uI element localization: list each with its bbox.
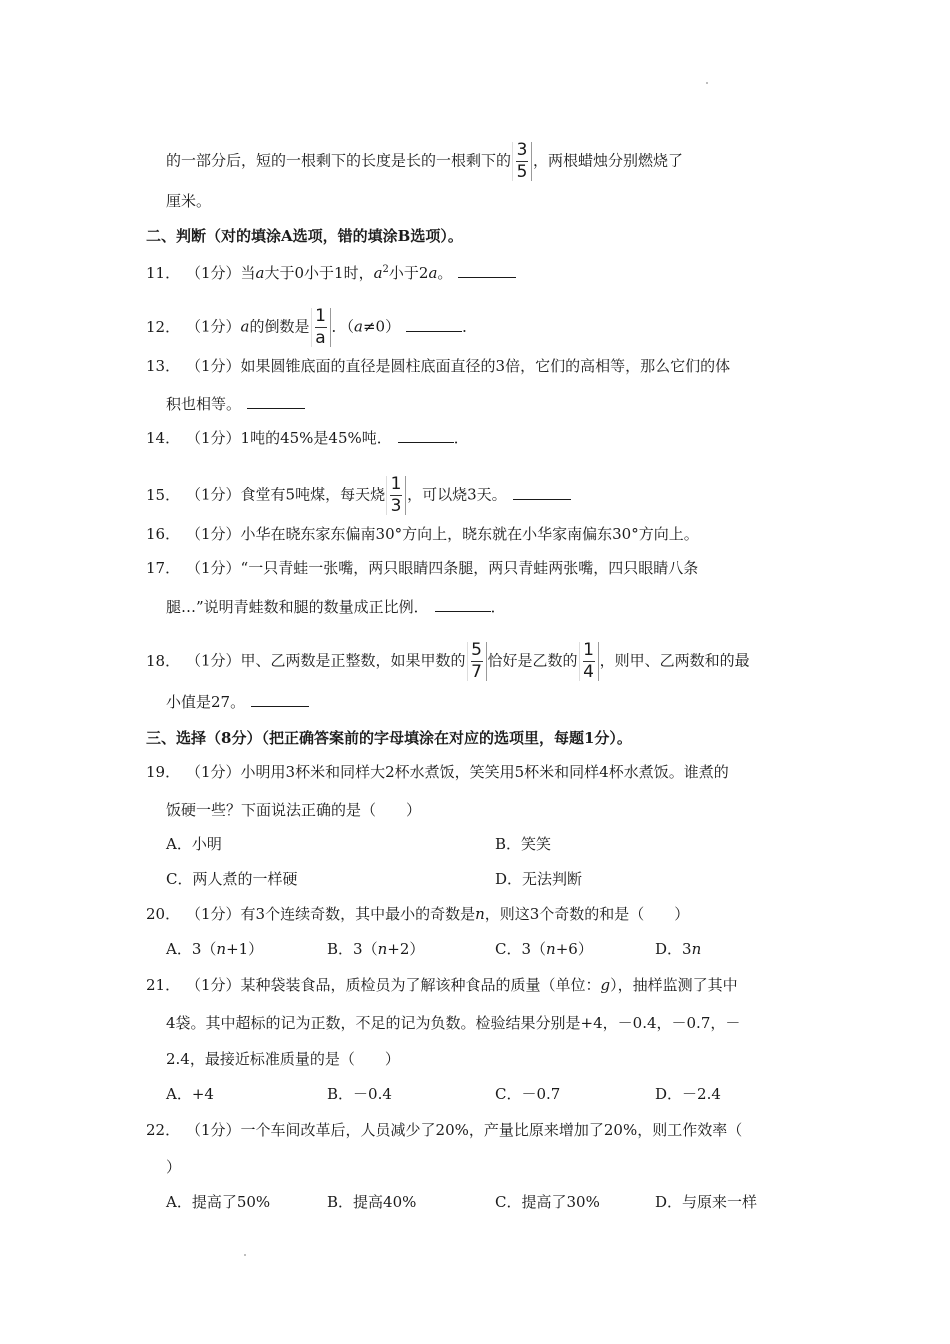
- q10-continuation-line1: 的一部分后，短的一根剩下的长度是长的一根剩下的 $\frac{3}{5}$ ，两根蜡烛分别燃烧了: [166, 140, 684, 182]
- question-17-line1: 17． （1分）“一只青蛙一张嘴，两只眼睛四条腿，两只青蛙两张嘴，四只眼睛八条: [146, 559, 699, 577]
- question-15: 15． （1分）食堂有5吨煤，每天烧 $\frac{1}{3}$ ，可以烧3天。: [146, 476, 571, 515]
- fraction-3-5: $\frac{3}{5}$: [512, 142, 532, 181]
- section-3-title: 三、选择（8分）（把正确答案前的字母填涂在对应的选项里，每题1分）。: [146, 729, 632, 747]
- q20-option-c[interactable]: C．3（n+6）: [495, 940, 593, 958]
- q22-option-a[interactable]: A．提高了50%: [166, 1193, 271, 1211]
- question-17-line2: 腿…”说明青蛙数和腿的数量成正比例． ．: [166, 598, 506, 616]
- question-19-line2: 饭硬一些？下面说法正确的是（ ）: [166, 801, 422, 819]
- answer-blank-13[interactable]: [247, 394, 305, 409]
- answer-blank-11[interactable]: [458, 263, 516, 278]
- q22-option-c[interactable]: C．提高了30%: [495, 1193, 600, 1211]
- q22-option-b[interactable]: B．提高40%: [327, 1193, 417, 1211]
- fraction-1-a: $\frac{1}{a}$: [311, 308, 331, 347]
- question-13-line2: 积也相等。: [166, 394, 305, 414]
- fraction-1-3: $\frac{1}{3}$: [386, 476, 406, 515]
- speck-top: [706, 82, 708, 84]
- question-11: 11． （1分）当a大于0小于1时，$a^2$小于2a。: [146, 260, 516, 283]
- q19-option-a[interactable]: A．小明: [166, 835, 222, 853]
- question-19-line1: 19． （1分）小明用3杯米和同样大2杯水煮饭，笑笑用5杯米和同样4杯水煮饭。谁煮的: [146, 763, 729, 781]
- question-22-line2: ）: [166, 1158, 182, 1176]
- speck-bottom: [244, 1254, 246, 1256]
- answer-blank-12[interactable]: [406, 317, 462, 332]
- question-13-line1: 13． （1分）如果圆锥底面的直径是圆柱底面直径的3倍，它们的高相等，那么它们的体: [146, 357, 731, 375]
- question-14: 14． （1分）1吨的45%是45%吨． ．: [146, 429, 469, 447]
- q20-option-d[interactable]: D．3n: [655, 940, 702, 958]
- q10-continuation-line2: 厘米。: [166, 192, 212, 210]
- q21-option-c[interactable]: C．－0.7: [495, 1085, 561, 1103]
- q20-option-b[interactable]: B．3（n+2）: [327, 940, 425, 958]
- q21-option-a[interactable]: A．+4: [166, 1085, 214, 1103]
- q19-option-c[interactable]: C．两人煮的一样硬: [166, 870, 298, 888]
- question-18-line1: 18． （1分）甲、乙两数是正整数，如果甲数的 $\frac{5}{7}$ 恰好是乙数的 $\frac{1}{4}$ ，则甲、乙两数和的最: [146, 640, 750, 682]
- q21-option-d[interactable]: D．－2.4: [655, 1085, 721, 1103]
- question-21-line1: 21． （1分）某种袋装食品，质检员为了解该种食品的质量（单位：g），抽样监测了其中: [146, 976, 738, 994]
- answer-blank-18[interactable]: [251, 692, 309, 707]
- question-21-line2: 4袋。其中超标的记为正数，不足的记为负数。检验结果分别是+4，－0.4，－0.7，－: [166, 1014, 741, 1032]
- question-20: 20． （1分）有3个连续奇数，其中最小的奇数是n，则这3个奇数的和是（ ）: [146, 905, 690, 923]
- question-21-line3: 2.4，最接近标准质量的是（ ）: [166, 1050, 400, 1068]
- answer-blank-14[interactable]: [398, 428, 454, 443]
- fraction-1-4: $\frac{1}{4}$: [579, 642, 599, 681]
- fraction-5-7: $\frac{5}{7}$: [467, 642, 487, 681]
- answer-blank-15[interactable]: [513, 485, 571, 500]
- question-18-line2: 小值是27。: [166, 692, 309, 712]
- question-16: 16． （1分）小华在晓东家东偏南30°方向上，晓东就在小华家南偏东30°方向上。: [146, 525, 699, 543]
- q22-option-d[interactable]: D．与原来一样: [655, 1193, 758, 1211]
- q20-option-a[interactable]: A．3（n+1）: [166, 940, 264, 958]
- q19-option-d[interactable]: D．无法判断: [495, 870, 583, 888]
- question-12: 12． （1分）a的倒数是 $\frac{1}{a}$ ．（a≠0） ．: [146, 306, 478, 348]
- q21-option-b[interactable]: B．－0.4: [327, 1085, 392, 1103]
- answer-blank-17[interactable]: [435, 597, 491, 612]
- q19-option-b[interactable]: B．笑笑: [495, 835, 552, 853]
- question-22-line1: 22． （1分）一个车间改革后，人员减少了20%，产量比原来增加了20%，则工作效率（: [146, 1121, 743, 1139]
- section-2-title: 二、判断（对的填涂A选项，错的填涂B选项）。: [146, 227, 463, 245]
